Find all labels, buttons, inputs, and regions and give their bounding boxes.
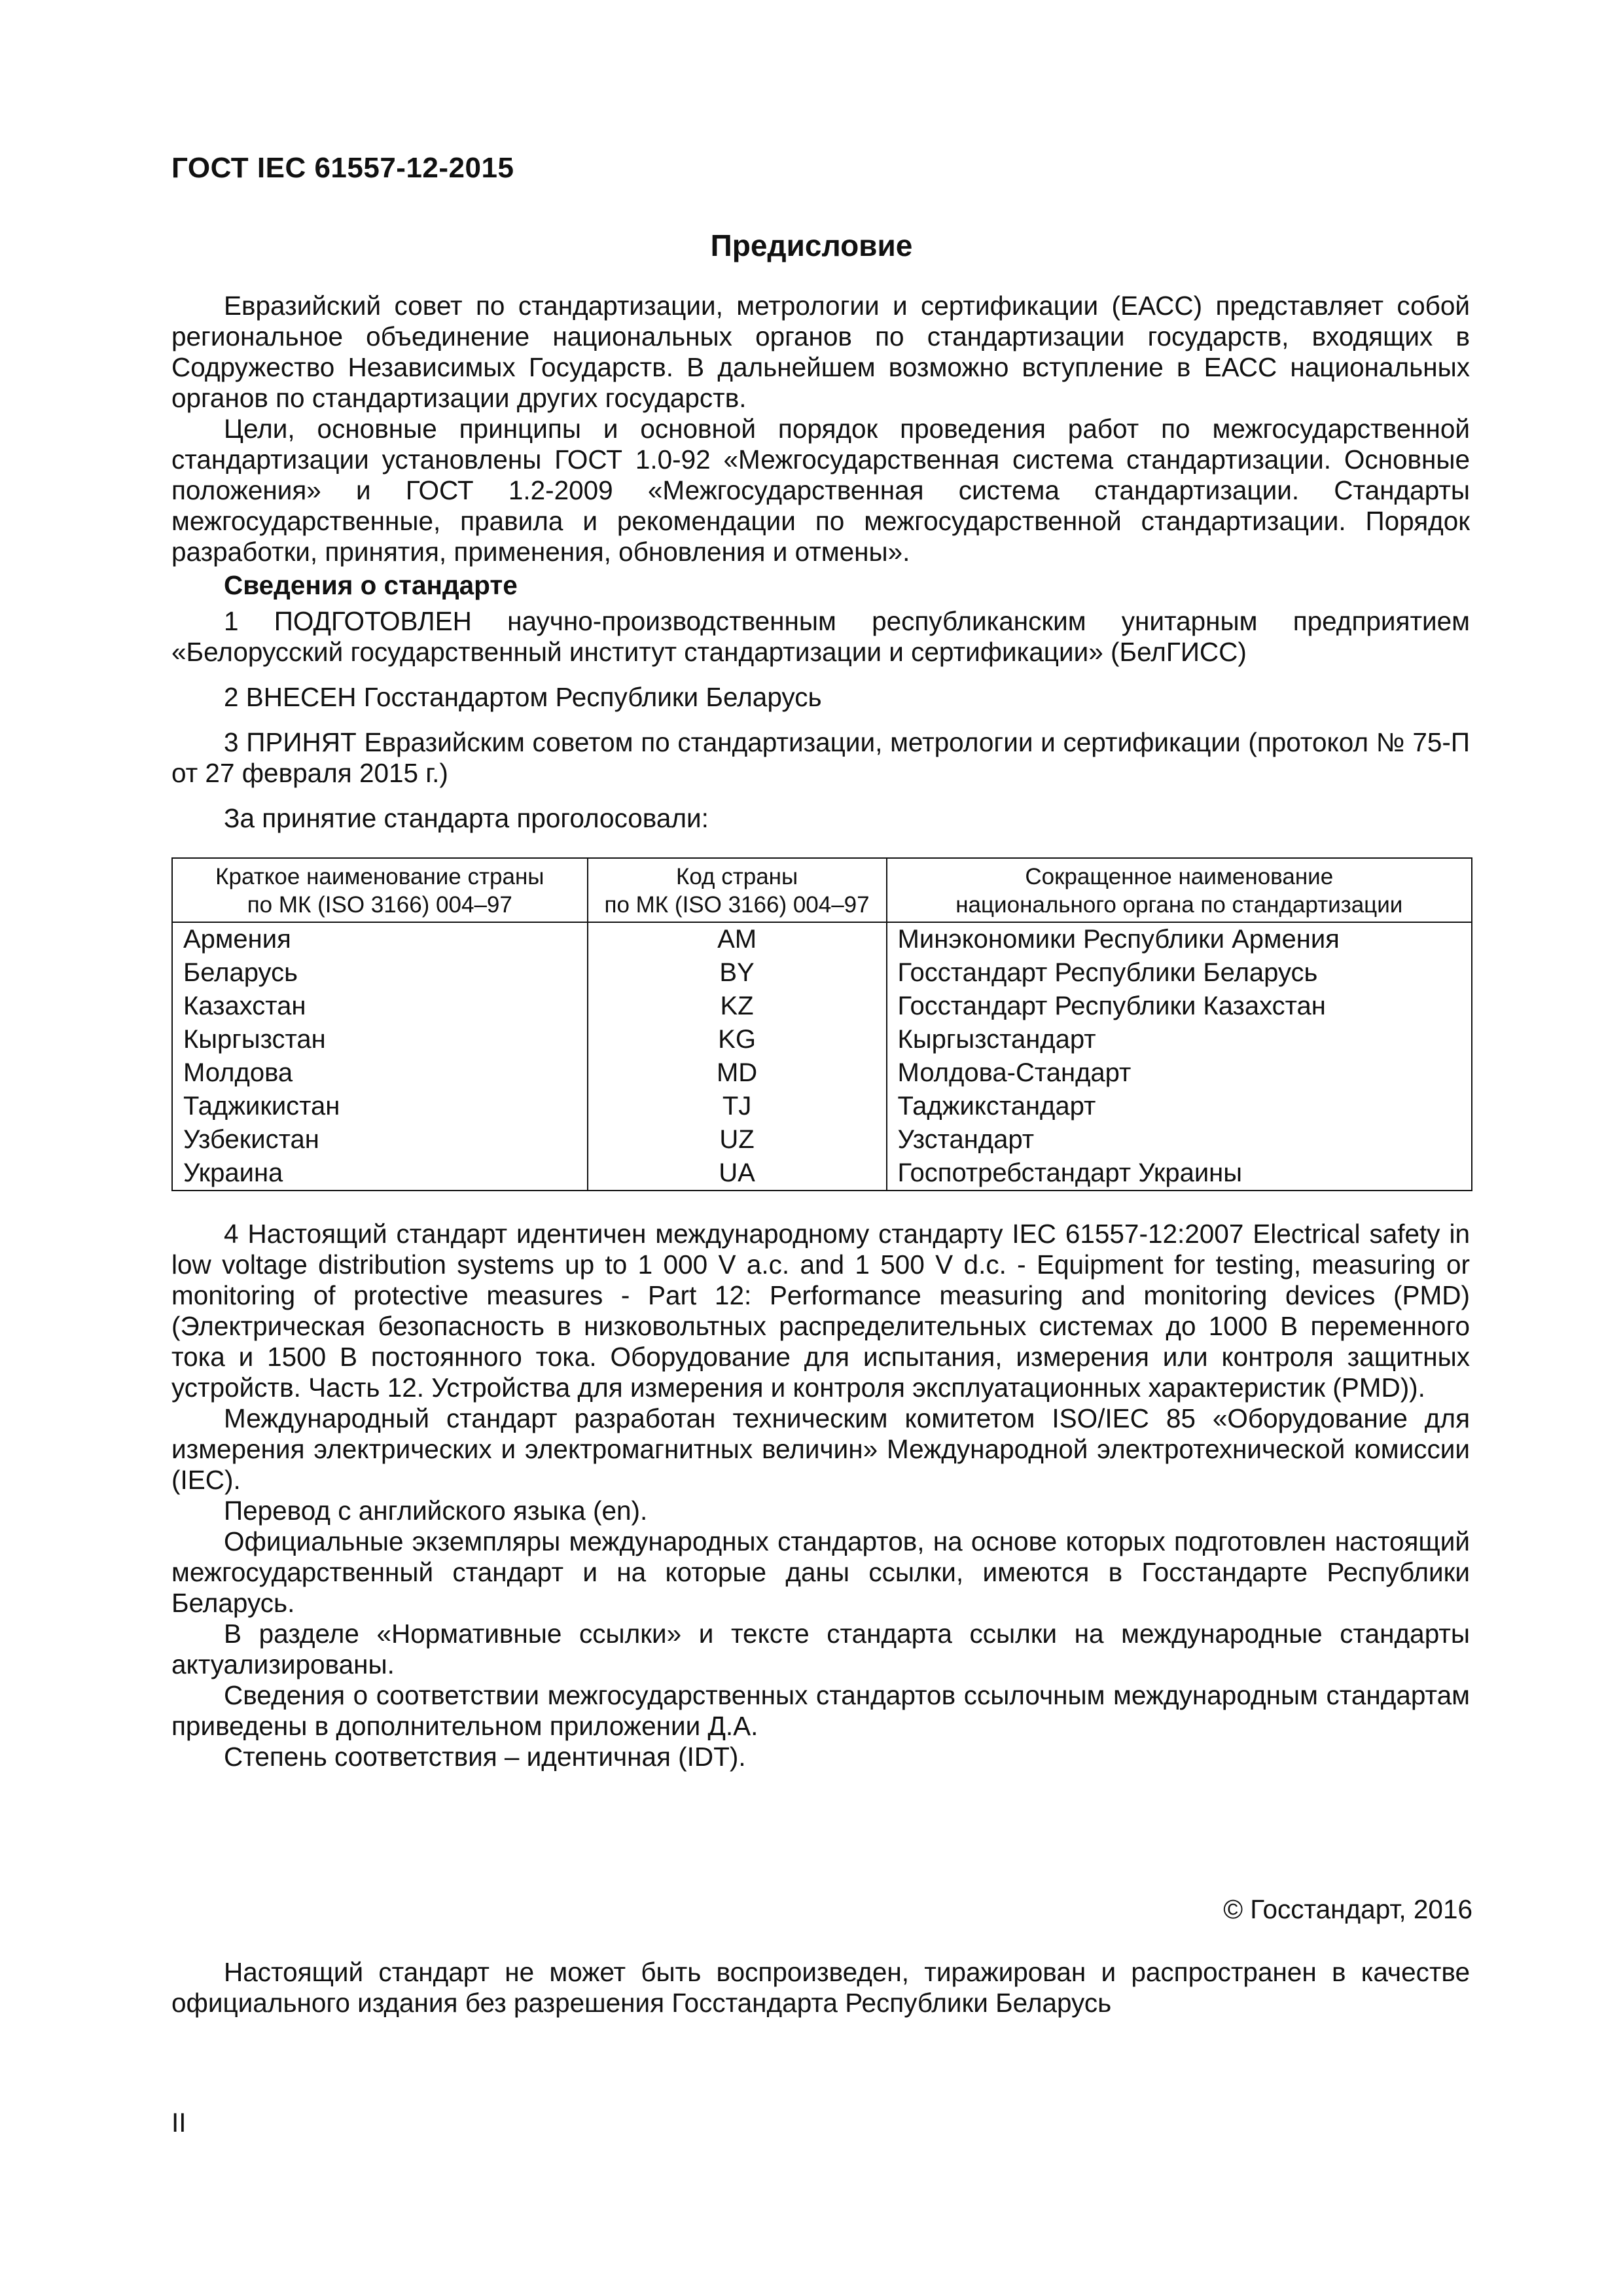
table-row <box>172 1090 1472 1123</box>
code-cell: UZ <box>588 1123 887 1157</box>
code-cell: AM <box>588 922 887 956</box>
header-country-name <box>172 858 588 922</box>
standard-info-continued <box>171 1219 1470 1772</box>
body-cell: Госстандарт Республики Беларусь <box>887 956 1472 990</box>
code-cell: TJ <box>588 1090 887 1123</box>
reproduction-notice-block <box>171 1957 1470 2018</box>
page-number: II <box>171 2108 187 2138</box>
info-item-2: 2 ВНЕСЕН Госстандартом Республики Беларусь <box>224 682 822 712</box>
table-row <box>172 1123 1472 1157</box>
table-row <box>172 956 1472 990</box>
standard-designation: ГОСТ IEC 61557-12-2015 <box>171 152 514 184</box>
code-cell: BY <box>588 956 887 990</box>
code-cell: KZ <box>588 990 887 1023</box>
reproduction-notice: Настоящий стандарт не может быть воспроизведен, тиражирован и распространен в качестве официального издания без разрешения Госстандарта Республики Беларусь <box>171 1957 1470 2018</box>
country-cell: Казахстан <box>172 990 588 1023</box>
code-cell: KG <box>588 1023 887 1056</box>
conformity-paragraph: Сведения о соответствии межгосударственных стандартов ссылочным международным стандартам приведены в дополнительном приложении Д.А. <box>171 1680 1470 1741</box>
country-cell: Молдова <box>172 1056 588 1090</box>
body-cell: Госстандарт Республики Казахстан <box>887 990 1472 1023</box>
header-line: Сокращенное наименование <box>1025 864 1334 889</box>
body-cell: Узстандарт <box>887 1123 1472 1157</box>
header-line: национального органа по стандартизации <box>955 892 1403 918</box>
country-cell: Кыргызстан <box>172 1023 588 1056</box>
header-national-body <box>887 858 1472 922</box>
table-row <box>172 1056 1472 1090</box>
foreword-paragraph-2: Цели, основные принципы и основной порядок проведения работ по межгосударственной стандартизации установлены ГОСТ 1.0-92 «Межгосударственная система стандартизации. Основные положения» и ГОСТ 1.2-2009 «Межгосударственная система стандартизации. Стандарты межгосударственные, правила и рекомендации по межгосударственной стандартизации. Порядок разработки, принятия, применения, обновления и отмены». <box>171 414 1470 567</box>
references-paragraph: В разделе «Нормативные ссылки» и тексте стандарта ссылки на международные стандарты актуализированы. <box>171 1619 1470 1679</box>
table-row <box>172 1157 1472 1191</box>
copyright-notice: © Госстандарт, 2016 <box>1223 1894 1472 1924</box>
country-cell: Украина <box>172 1157 588 1191</box>
foreword-body <box>171 291 1470 834</box>
votes-table-header-row <box>172 858 1472 922</box>
body-cell: Кыргызстандарт <box>887 1023 1472 1056</box>
body-cell: Минэкономики Республики Армения <box>887 922 1472 956</box>
header-line: по МК (ISO 3166) 004–97 <box>247 892 512 918</box>
header-line: по МК (ISO 3166) 004–97 <box>604 892 870 918</box>
table-row <box>172 990 1472 1023</box>
body-cell: Таджикстандарт <box>887 1090 1472 1123</box>
table-row <box>172 922 1472 956</box>
code-cell: MD <box>588 1056 887 1090</box>
header-country-code <box>588 858 887 922</box>
committee-paragraph: Международный стандарт разработан техническим комитетом ISO/IEC 85 «Оборудование для измерения электрических и электромагнитных величин» Международной электротехнической комиссии (IEC). <box>171 1403 1470 1495</box>
body-cell: Молдова-Стандарт <box>887 1056 1472 1090</box>
translation-paragraph: Перевод с английского языка (en). <box>224 1496 648 1526</box>
header-line: Код страны <box>675 864 798 889</box>
info-heading: Сведения о стандарте <box>224 570 518 600</box>
country-cell: Узбекистан <box>172 1123 588 1157</box>
info-item-3: 3 ПРИНЯТ Евразийским советом по стандартизации, метрологии и сертификации (протокол № 75-П от 27 февраля 2015 г.) <box>171 727 1470 788</box>
country-cell: Беларусь <box>172 956 588 990</box>
foreword-title: Предисловие <box>710 228 913 262</box>
votes-intro: За принятие стандарта проголосовали: <box>224 803 709 833</box>
country-cell: Армения <box>172 922 588 956</box>
country-cell: Таджикистан <box>172 1090 588 1123</box>
body-cell: Госпотребстандарт Украины <box>887 1157 1472 1191</box>
table-row <box>172 1023 1472 1056</box>
foreword-paragraph-1: Евразийский совет по стандартизации, метрологии и сертификации (ЕАСС) представляет собой региональное объединение национальных органов по стандартизации государств, входящих в Содружество Независимых Государств. В дальнейшем возможно вступление в ЕАСС национальных органов по стандартизации других государств. <box>171 291 1470 413</box>
info-item-1: 1 ПОДГОТОВЛЕН научно-производственным республиканским унитарным предприятием «Белорусский государственный институт стандартизации и сертификации» (БелГИСС) <box>171 606 1470 667</box>
header-line: Краткое наименование страны <box>215 864 544 889</box>
code-cell: UA <box>588 1157 887 1191</box>
official-copies-paragraph: Официальные экземпляры международных стандартов, на основе которых подготовлен настоящий межгосударственный стандарт и на которые даны ссылки, имеются в Госстандарте Республики Беларусь. <box>171 1526 1470 1618</box>
degree-of-conformity: Степень соответствия – идентичная (IDT). <box>224 1742 746 1772</box>
votes-table <box>171 857 1472 1191</box>
info-item-4: 4 Настоящий стандарт идентичен международному стандарту IEC 61557-12:2007 Electrical safety in low voltage distribution systems up to 1 000 V a.c. and 1 500 V d.c. - Equipment for testing, measuring or monitoring of protective measures - Part 12: Performance measuring and monitoring devices (PMD) (Электрическая безопасность в низковольтных распределительных системах до 1000 В переменного тока и 1500 В постоянного тока. Оборудование для испытания, измерения или контроля защитных устройств. Часть 12. Устройства для измерения и контроля эксплуатационных характеристик (PMD)). <box>171 1219 1470 1403</box>
